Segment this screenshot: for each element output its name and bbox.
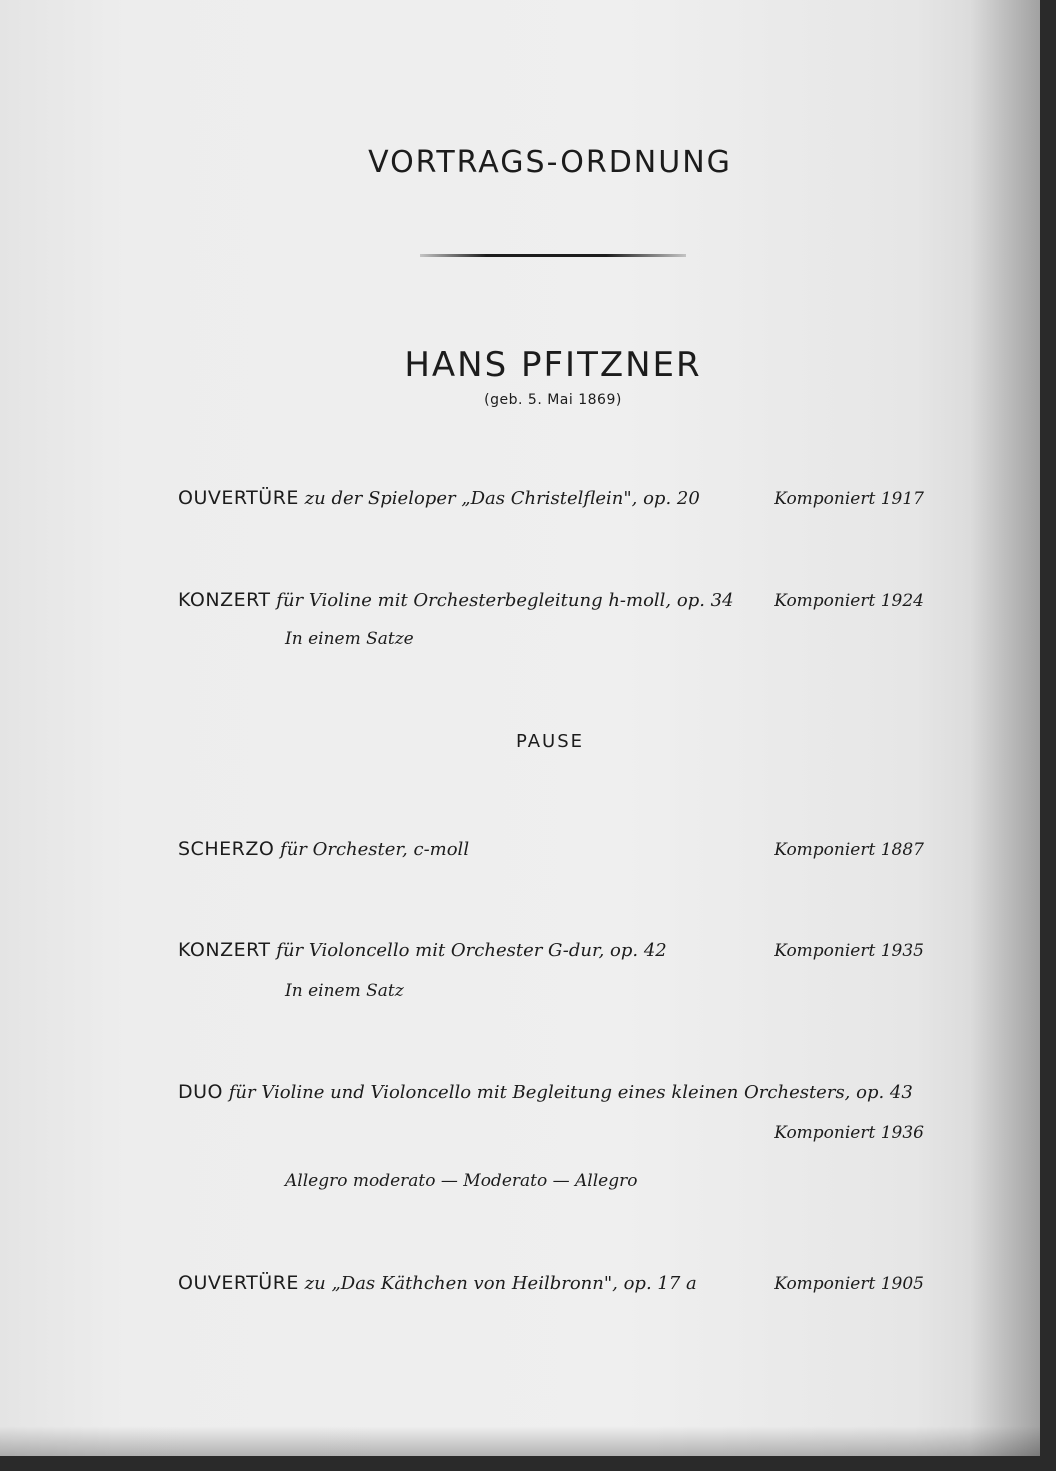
work-description: für Violine mit Orchesterbegleitung h-moll, op. 34 <box>276 590 734 611</box>
work-title: KONZERT <box>178 939 271 961</box>
work-description: für Orchester, c-moll <box>280 839 470 860</box>
work-composed-date: Komponiert 1887 <box>774 840 924 860</box>
program-item <box>178 1272 697 1294</box>
work-composed-date: Komponiert 1905 <box>774 1274 924 1294</box>
program-item <box>178 487 700 509</box>
work-composed-date: Komponiert 1924 <box>774 591 924 611</box>
work-description: für Violine und Violoncello mit Begleitung eines kleinen Orchesters, op. 43 <box>228 1082 913 1103</box>
work-movement: Allegro moderato — Moderato — Allegro <box>285 1171 638 1191</box>
work-title: DUO <box>178 1081 223 1103</box>
page-bottom-shadow <box>0 1426 1040 1456</box>
work-movement: In einem Satz <box>285 981 404 1001</box>
program-item <box>178 589 734 611</box>
work-title: SCHERZO <box>178 838 275 860</box>
work-description: für Violoncello mit Orchester G-dur, op. 42 <box>276 940 667 961</box>
composer-birth: (geb. 5. Mai 1869) <box>484 392 622 408</box>
page-edge-shadow <box>970 0 1040 1456</box>
program-item <box>178 1081 913 1103</box>
work-title: KONZERT <box>178 589 271 611</box>
work-composed-date: Komponiert 1935 <box>774 941 924 961</box>
work-title: OUVERTÜRE <box>178 487 299 509</box>
work-description: zu der Spieloper „Das Christelflein", op. 20 <box>304 488 700 509</box>
program-item <box>178 838 469 860</box>
work-description: zu „Das Käthchen von Heilbronn", op. 17 a <box>304 1273 697 1294</box>
page-title: VORTRAGS-ORDNUNG <box>368 145 732 180</box>
work-composed-date: Komponiert 1917 <box>774 489 924 509</box>
work-composed-date: Komponiert 1936 <box>774 1123 924 1143</box>
composer-name: HANS PFITZNER <box>404 345 702 385</box>
work-movement: In einem Satze <box>285 629 414 649</box>
work-title: OUVERTÜRE <box>178 1272 299 1294</box>
title-divider <box>420 254 686 257</box>
program-item <box>178 939 667 961</box>
intermission-label: PAUSE <box>516 731 584 752</box>
